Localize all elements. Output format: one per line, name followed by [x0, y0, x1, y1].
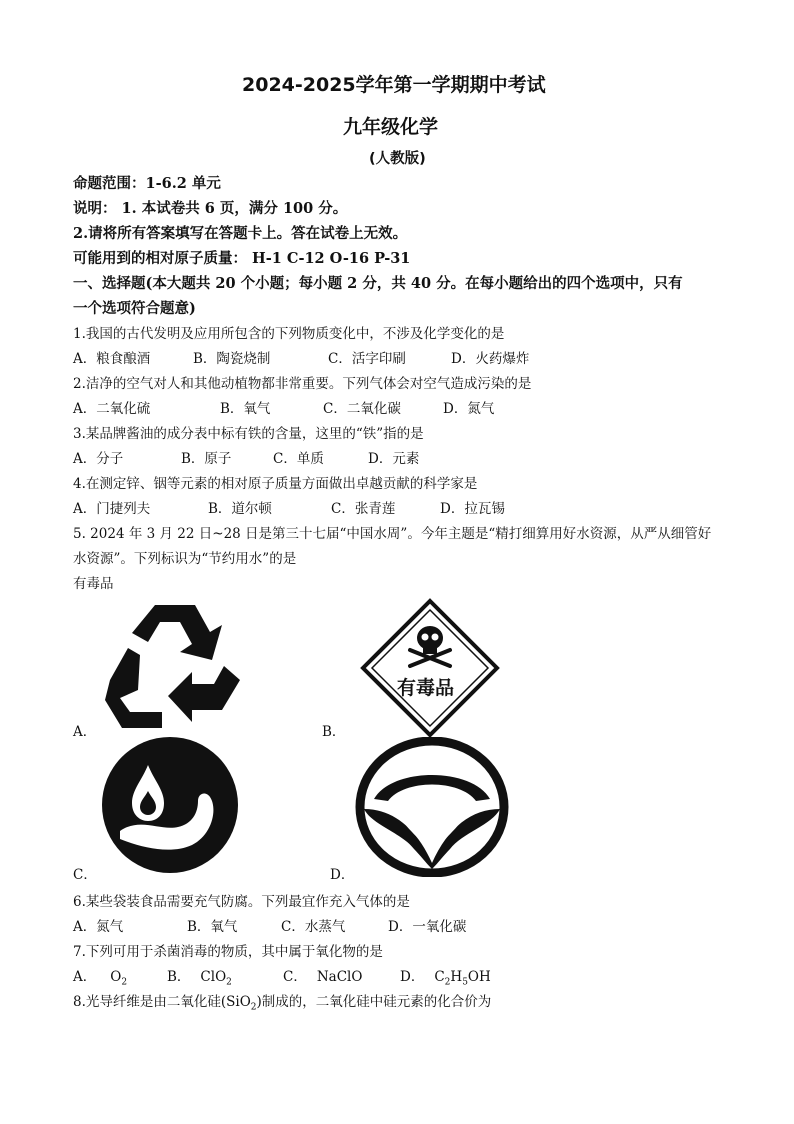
option-a [73, 965, 127, 988]
question-stem: 3.某品牌酱油的成分表中标有铁的含量，这里的“铁”指的是 [73, 426, 424, 442]
edition-label: (人教版) [369, 151, 426, 167]
section-heading-line1: 一、选择题(本大题共 20 个小题；每小题 2 分，共 40 分。在每小题给出的四个选项中，只有 [73, 275, 683, 292]
formula: O [110, 969, 122, 985]
toxic-sign-icon [360, 598, 500, 738]
option-b: B．陶瓷烧制 [193, 351, 271, 367]
subscript: 2 [121, 977, 128, 988]
option-c [283, 965, 362, 985]
option-a: A．分子 [73, 451, 124, 467]
formula: OH [467, 969, 491, 985]
option-d: D．元素 [368, 451, 420, 467]
option-label: D． [400, 969, 425, 985]
question-stem: 6.某些袋装食品需要充气防腐。下列最宜作充入气体的是 [73, 894, 410, 910]
image-b-label: B． [322, 724, 346, 740]
formula: ClO [200, 969, 227, 985]
subscript: 2 [226, 977, 232, 988]
option-label: A． [73, 969, 97, 985]
subscript: 5 [462, 977, 468, 988]
question-stem: 7.下列可用于杀菌消毒的物质，其中属于氧化物的是 [73, 944, 383, 960]
option-c: C．单质 [273, 451, 324, 467]
option-b: B．原子 [181, 451, 232, 467]
note-line-1: 说明： 1. 本试卷共 6 页，满分 100 分。 [73, 200, 348, 217]
stray-text: 有毒品 [73, 576, 114, 592]
formula: NaClO [316, 969, 363, 985]
option-b: B．道尔顿 [208, 501, 272, 517]
subscript: 2 [250, 1002, 257, 1013]
option-a: A．氮气 [73, 919, 124, 935]
atomic-mass-line: 可能用到的相对原子质量： H-1 C-12 O-16 P-31 [73, 250, 411, 267]
question-stem: 1.我国的古代发明及应用所包含的下列物质变化中，不涉及化学变化的是 [73, 326, 505, 342]
option-d: D．拉瓦锡 [440, 501, 505, 517]
option-d [400, 965, 491, 988]
exam-title: 2024-2025学年第一学期期中考试 [242, 74, 546, 96]
question-stem: 4.在测定锌、铟等元素的相对原子质量方面做出卓越贡献的科学家是 [73, 476, 478, 492]
image-a-label: A． [73, 724, 97, 740]
image-c-label: C． [73, 867, 97, 883]
option-c: C．水蒸气 [281, 919, 346, 935]
option-a: A．二氧化硫 [73, 401, 151, 417]
toxic-sign-text: 有毒品 [397, 677, 455, 699]
note-line-2: 2.请将所有答案填写在答题卡上。答在试卷上无效。 [73, 225, 408, 242]
option-c: C．活字印刷 [328, 351, 406, 367]
option-label: B． [167, 969, 191, 985]
option-c: C．二氧化碳 [323, 401, 401, 417]
option-label: C． [283, 969, 307, 985]
section-heading-line2: 一个选项符合题意) [73, 300, 196, 317]
subject-title: 九年级化学 [343, 116, 439, 138]
option-b [167, 965, 232, 988]
question-stem [73, 990, 491, 1013]
option-b: B．氧气 [187, 919, 238, 935]
question-stem-cont: 水资源”。下列标识为“节约用水”的是 [73, 551, 297, 567]
scope-line: 命题范围：1-6.2 单元 [73, 175, 221, 192]
stem-text: )制成的，二氧化硅中硅元素的化合价为 [256, 994, 492, 1010]
water-saving-icon [100, 735, 240, 875]
green-emblem-icon [352, 737, 512, 877]
stem-text: 8.光导纤维是由二氧化硅(SiO [73, 994, 251, 1010]
question-stem: 5. 2024 年 3 月 22 日~28 日是第三十七届“中国水周”。今年主题是“精打细算用好水资源，从严从细管好 [73, 526, 712, 542]
option-d: D．氮气 [443, 401, 495, 417]
option-d: D．一氧化碳 [388, 919, 467, 935]
formula: C [434, 969, 445, 985]
formula: H [450, 969, 463, 985]
recycle-icon [100, 600, 250, 730]
option-a: A．粮食酿酒 [73, 351, 151, 367]
option-a: A．门捷列夫 [73, 501, 151, 517]
option-d: D．火药爆炸 [451, 351, 530, 367]
image-d-label: D． [330, 867, 355, 883]
question-stem: 2.洁净的空气对人和其他动植物都非常重要。下列气体会对空气造成污染的是 [73, 376, 532, 392]
option-b: B．氧气 [220, 401, 271, 417]
subscript: 2 [444, 977, 451, 988]
option-c: C．张青莲 [331, 501, 396, 517]
